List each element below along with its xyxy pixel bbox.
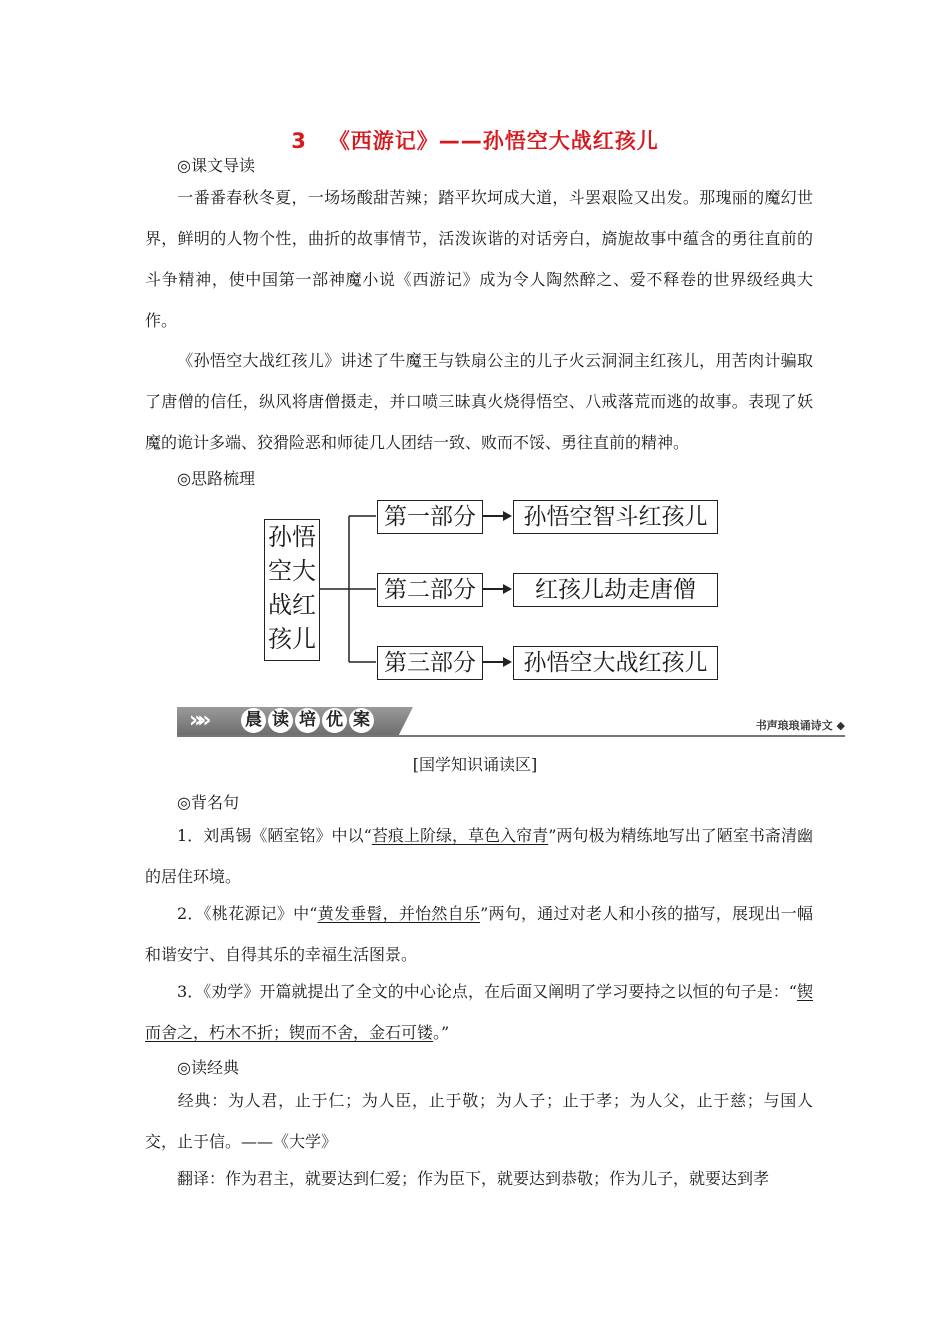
guide-heading: ◎课文导读 bbox=[177, 156, 255, 175]
classic-translation-content: 翻译：作为君主，就要达到仁爱；作为臣下，就要达到恭敬；作为儿子，就要达到孝 bbox=[177, 1169, 770, 1188]
recite-item-2-text-end: ”两句，通过对老人和小孩的描写，展现出一幅和谐安宁、自得其乐的幸福生活图景。 bbox=[145, 904, 813, 964]
recite-item-2 bbox=[145, 893, 813, 975]
mindmap-root-line: 孩儿 bbox=[268, 625, 316, 653]
banner-char: 案 bbox=[349, 708, 374, 733]
mindmap-root bbox=[264, 519, 320, 661]
diamond-icon: ◆ bbox=[836, 719, 845, 732]
mindmap-root-line: 战红 bbox=[268, 591, 316, 619]
banner-char: 晨 bbox=[241, 708, 266, 733]
mindmap-content-2: 红孩儿劫走唐僧 bbox=[513, 573, 718, 607]
banner-subtitle bbox=[756, 717, 845, 733]
guide-paragraph-1 bbox=[145, 177, 813, 341]
mindmap-root-line: 孙悟 bbox=[268, 523, 316, 551]
outline-heading: ◎思路梳理 bbox=[177, 469, 255, 488]
mindmap-part-1: 第一部分 bbox=[377, 500, 483, 534]
mindmap-part-2: 第二部分 bbox=[377, 573, 483, 607]
banner-subtitle-text: 书声琅琅诵诗文 bbox=[755, 719, 833, 732]
classic-translation bbox=[145, 1158, 813, 1199]
arrow-3 bbox=[482, 657, 512, 667]
recite-item-2-text: 2．《桃花源记》中“ bbox=[177, 904, 318, 923]
classic-text bbox=[145, 1080, 813, 1162]
recite-item-1-text: 1．刘禹锡《陋室铭》中以“ bbox=[177, 826, 372, 845]
recite-area-label: [国学知识诵读区] bbox=[412, 755, 538, 774]
recite-item-1 bbox=[145, 815, 813, 897]
recite-item-3-quote: 锲而舍之，朽木不折；锲而不舍，金石可镂 bbox=[145, 982, 813, 1042]
classic-heading: ◎读经典 bbox=[177, 1058, 239, 1077]
lesson-number: 3 bbox=[291, 129, 307, 153]
recite-item-1-text-end: ”两句极为精练地写出了陋室书斋清幽的居住环境。 bbox=[145, 826, 813, 886]
banner-rule bbox=[177, 735, 845, 737]
banner-char: 读 bbox=[268, 708, 293, 733]
guide-paragraph-2 bbox=[145, 340, 813, 463]
lesson-title bbox=[0, 125, 950, 155]
recite-item-3-text-end: 。” bbox=[433, 1023, 450, 1042]
recite-item-2-quote: 黄发垂髫，并怡然自乐 bbox=[317, 904, 481, 923]
guide-paragraph-1-text: 一番番春秋冬夏，一场场酸甜苦辣；踏平坎坷成大道，斗罢艰险又出发。那瑰丽的魔幻世界，鲜明的人物个性，曲折的故事情节，活泼诙谐的对话旁白，旖旎故事中蕴含的勇往直前的斗争精神，使中国第一部神魔小说《西游记》成为令人陶然醉之、爱不释卷的世界级经典大作。 bbox=[145, 188, 813, 330]
morning-reading-banner bbox=[177, 705, 845, 737]
recite-item-1-quote: 苔痕上阶绿，草色入帘青 bbox=[371, 826, 549, 845]
mindmap-content-1: 孙悟空智斗红孩儿 bbox=[513, 500, 718, 534]
recite-item-3-text: 3．《劝学》开篇就提出了全文的中心论点，在后面又阐明了学习要持之以恒的句子是：“ bbox=[177, 982, 797, 1001]
mindmap-part-3: 第三部分 bbox=[377, 646, 483, 680]
banner-char: 培 bbox=[295, 708, 320, 733]
classic-text-content: 经典：为人君，止于仁；为人臣，止于敬；为人子；止于孝；为人父，止于慈；与国人交，止于信。——《大学》 bbox=[145, 1091, 813, 1151]
recite-item-3 bbox=[145, 971, 813, 1053]
arrow-1 bbox=[482, 511, 512, 521]
arrow-2 bbox=[482, 584, 512, 594]
double-chevron-icon: »» bbox=[189, 708, 206, 733]
mindmap-content-3: 孙悟空大战红孩儿 bbox=[513, 646, 718, 680]
lesson-title-text: 《西游记》——孙悟空大战红孩儿 bbox=[328, 129, 659, 153]
banner-char: 优 bbox=[322, 708, 347, 733]
guide-paragraph-2-text: 《孙悟空大战红孩儿》讲述了牛魔王与铁扇公主的儿子火云洞洞主红孩儿，用苦肉计骗取了唐僧的信任，纵风将唐僧摄走，并口喷三昧真火烧得悟空、八戒落荒而逃的故事。表现了妖魔的诡计多端、狡猾险恶和师徒几人团结一致、败而不馁、勇往直前的精神。 bbox=[145, 351, 813, 452]
mindmap-root-line: 空大 bbox=[268, 557, 316, 585]
banner-title bbox=[241, 708, 374, 733]
recite-heading: ◎背名句 bbox=[177, 793, 239, 812]
